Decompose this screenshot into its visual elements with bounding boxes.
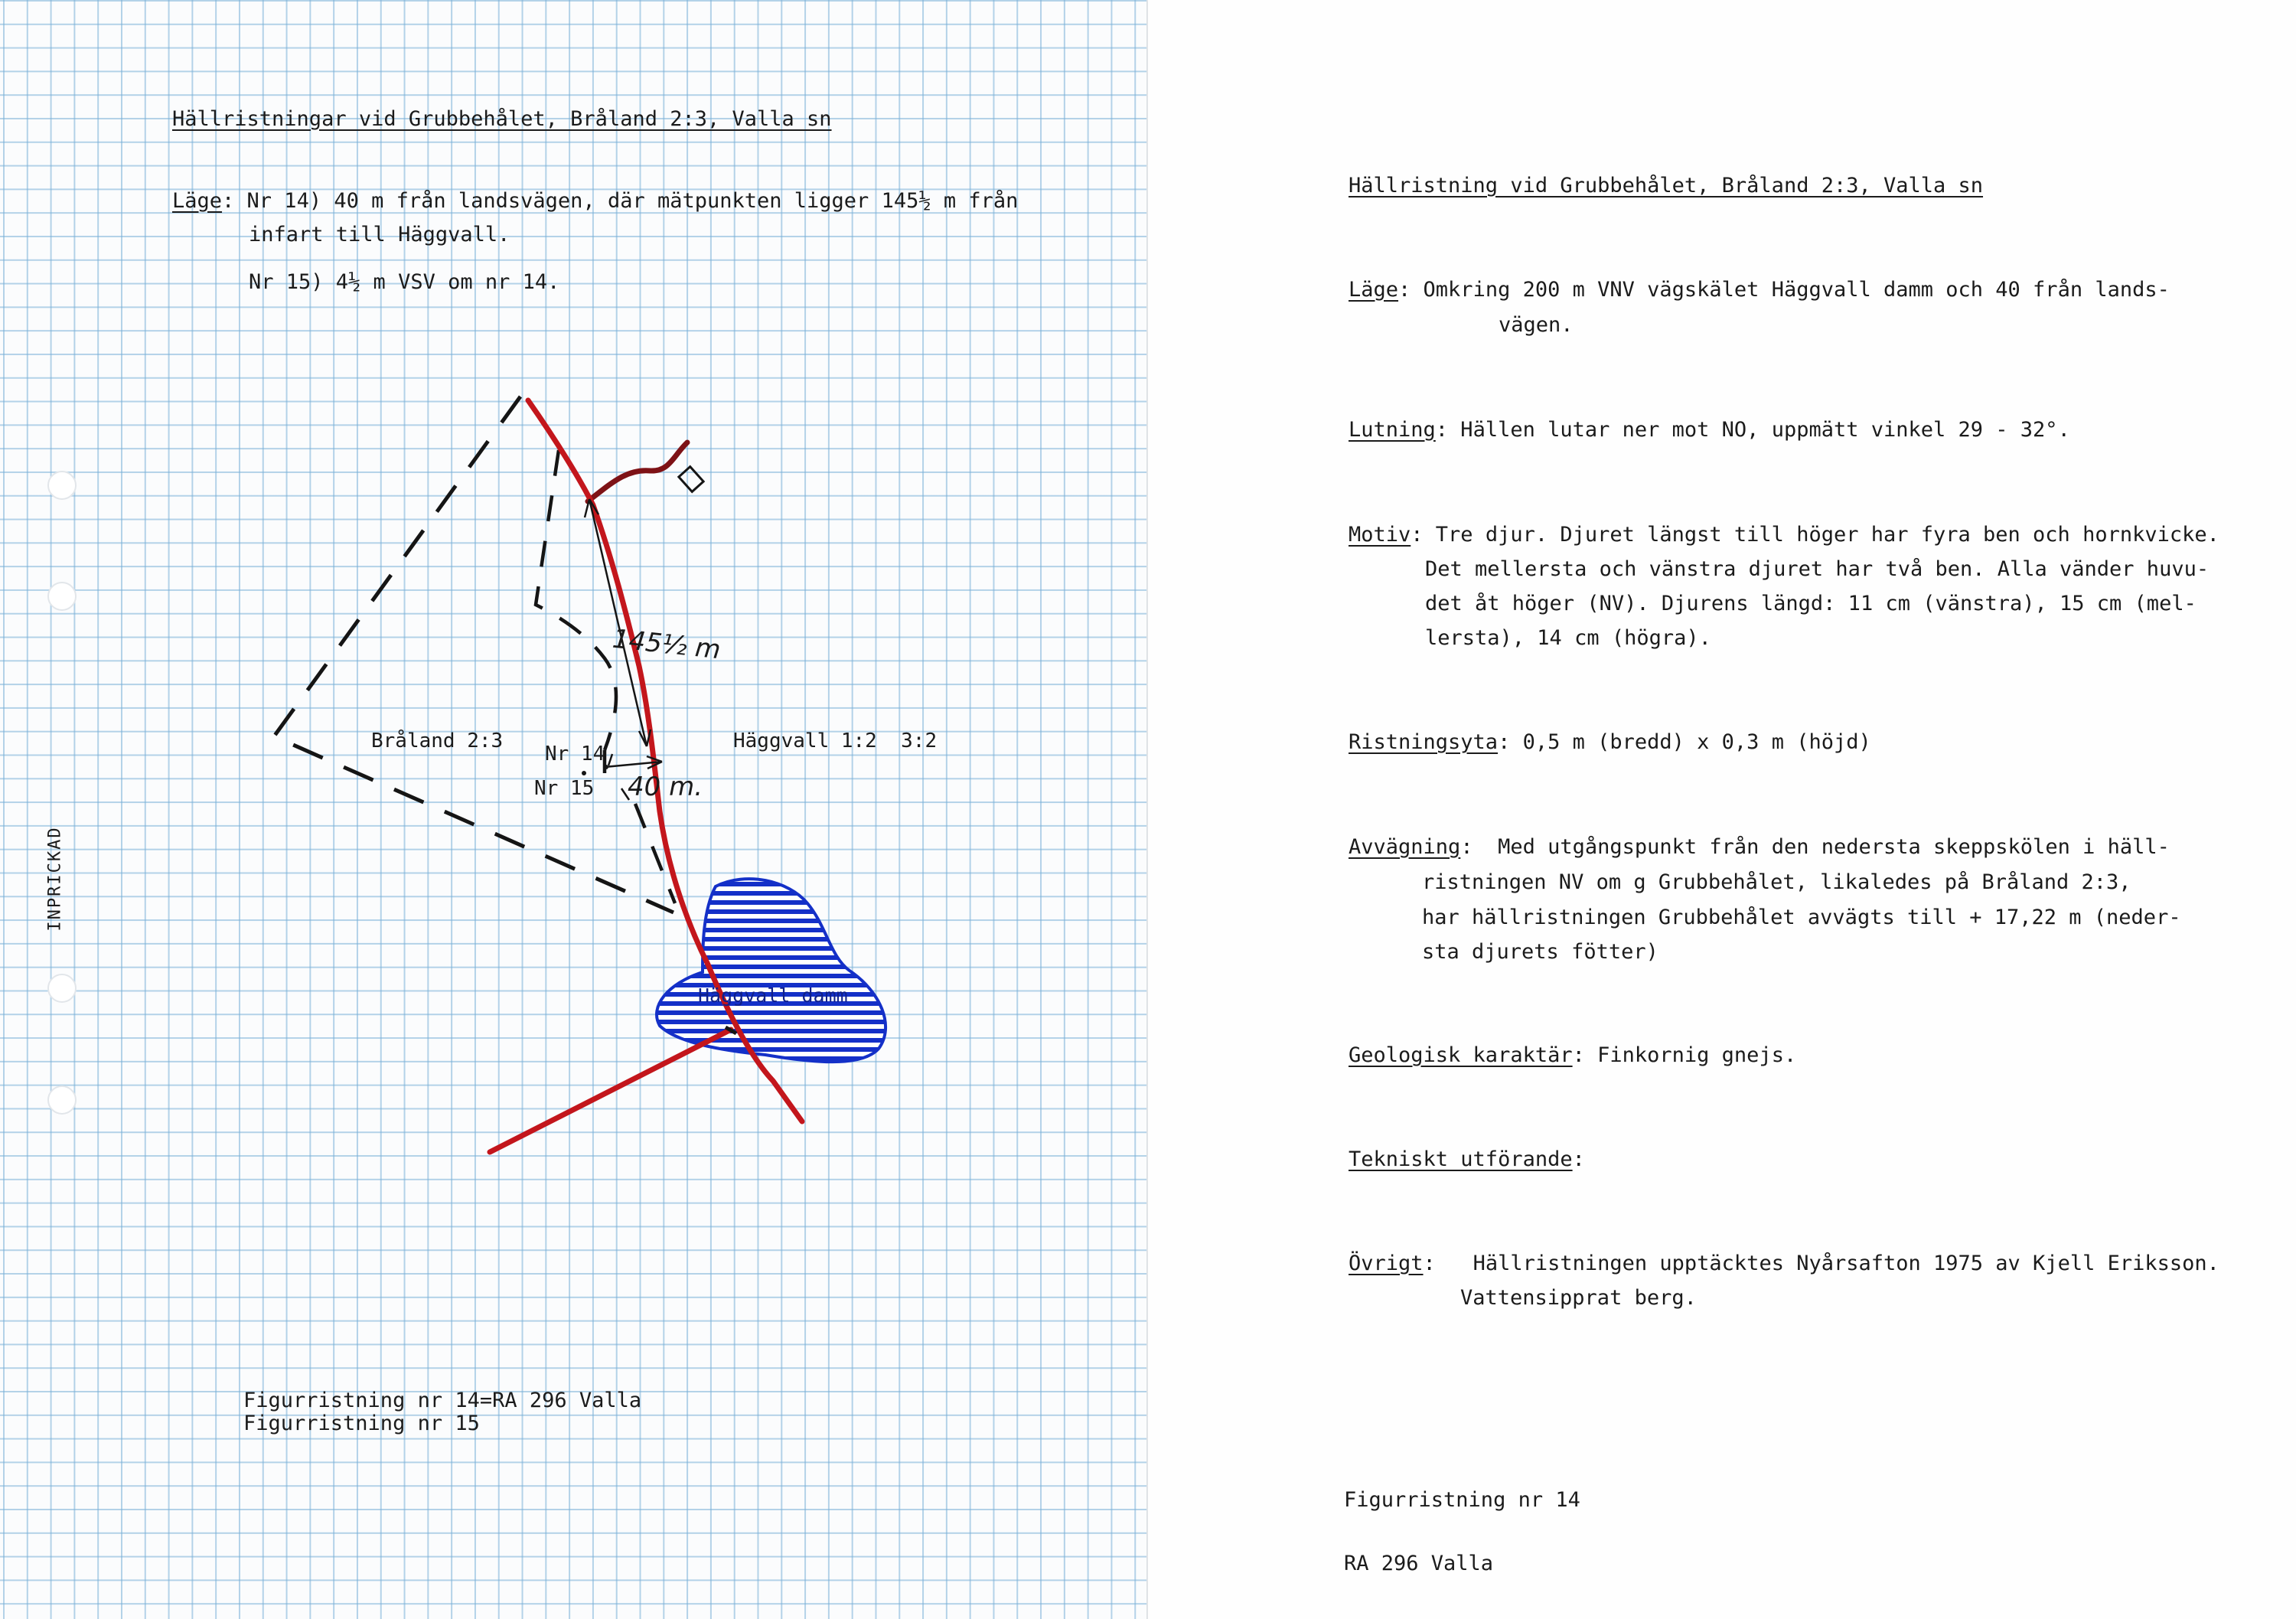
left-lage-label: Läge — [172, 189, 223, 213]
lutning-text: : Hällen lutar ner mot NO, uppmätt vinkel 29 - 32°. — [1435, 418, 2070, 442]
left-footer-line1: Figurristning nr 14=RA 296 Valla — [243, 1389, 642, 1412]
map-label-40m: 40 m. — [628, 772, 703, 802]
motiv-line4: lersta), 14 cm (högra). — [1425, 626, 1711, 650]
ovrigt-label: Övrigt — [1349, 1252, 1424, 1275]
yta-text: : 0,5 m (bredd) x 0,3 m (höjd) — [1498, 730, 1871, 754]
yta-label: Ristningsyta — [1349, 730, 1499, 754]
motiv-label: Motiv — [1349, 523, 1411, 547]
left-lage-line3: Nr 15) 4½ m VSV om nr 14. — [249, 270, 560, 294]
avvagning-line3: har hällristningen Grubbehålet avvägts till + 17,22 m (neder- — [1422, 906, 2181, 929]
map-label-145m: 145½ m — [611, 623, 722, 666]
tekniskt-label: Tekniskt utförande — [1349, 1147, 1573, 1171]
site-nr15-dot — [582, 771, 586, 775]
yta-line — [1349, 730, 1871, 756]
map-label-nr15: Nr 15 — [534, 777, 595, 800]
property-boundary — [274, 397, 673, 912]
lage-line1 — [1349, 277, 2170, 303]
right-page — [1148, 0, 2296, 1619]
inprickad-stamp: INPRICKAD — [45, 826, 65, 932]
left-lage-text: : Nr 14) 40 m från landsvägen, där mätpunkten ligger 145½ m från — [222, 189, 1019, 213]
motiv-text: : Tre djur. Djuret längst till höger har fyra ben och hornkvicke. — [1411, 523, 2219, 547]
pond-shape — [657, 879, 885, 1062]
house-symbol — [679, 467, 703, 492]
tick-mark — [608, 754, 629, 800]
ovrigt-line1 — [1349, 1251, 2219, 1277]
ovrigt-text: : Hällristningen upptäcktes Nyårsafton 1975 av Kjell Eriksson. — [1423, 1252, 2219, 1275]
map-label-nr14: Nr 14 — [545, 743, 605, 765]
lutning-label: Lutning — [1349, 418, 1436, 442]
geologisk-line — [1349, 1043, 1796, 1069]
left-title: Hällristningar vid Grubbehålet, Bråland 2:3, Valla sn — [172, 107, 832, 131]
avvagning-text: : Med utgångspunkt från den nedersta skeppskölen i häll- — [1460, 835, 2170, 859]
map-label-pond: Häggvall damm — [698, 984, 848, 1007]
avvagning-label: Avvägning — [1349, 835, 1461, 859]
tekniskt-text: : — [1572, 1147, 1585, 1171]
right-footer-line2: RA 296 Valla — [1344, 1552, 1494, 1575]
left-footer-line2: Figurristning nr 15 — [243, 1412, 480, 1435]
side-road — [588, 442, 687, 501]
tekniskt-line — [1349, 1147, 1585, 1173]
ovrigt-line2: Vattensipprat berg. — [1460, 1286, 1697, 1310]
map-label-braland: Bråland 2:3 — [371, 730, 504, 752]
geologisk-label: Geologisk karaktär — [1349, 1043, 1573, 1067]
motiv-line2: Det mellersta och vänstra djuret har två ben. Alla vänder huvu- — [1425, 557, 2210, 581]
motiv-line3: det åt höger (NV). Djurens längd: 11 cm (vänstra), 15 cm (mel- — [1425, 592, 2197, 615]
avvagning-line4: sta djurets fötter) — [1422, 940, 1658, 964]
map-label-haggvall: Häggvall 1:2 3:2 — [733, 730, 938, 752]
geologisk-text: : Finkornig gnejs. — [1572, 1043, 1797, 1067]
avvagning-line1 — [1349, 834, 2170, 860]
inner-boundary — [536, 450, 616, 750]
crossing-road — [490, 1030, 731, 1152]
avvagning-line2: ristningen NV om g Grubbehålet, likaledes på Bråland 2:3, — [1422, 870, 2131, 894]
lage-line2: vägen. — [1499, 313, 1574, 337]
right-footer-line1: Figurristning nr 14 — [1344, 1488, 1580, 1512]
lutning-line — [1349, 417, 2070, 443]
left-lage-line2: infart till Häggvall. — [249, 223, 510, 246]
motiv-line1 — [1349, 522, 2219, 548]
lage-label: Läge — [1349, 278, 1399, 302]
right-title: Hällristning vid Grubbehålet, Bråland 2:3, Valla sn — [1349, 174, 1984, 197]
lage-text: : Omkring 200 m VNV vägskälet Häggvall damm och 40 från lands- — [1398, 278, 2170, 302]
measure-line-145 — [589, 499, 647, 746]
